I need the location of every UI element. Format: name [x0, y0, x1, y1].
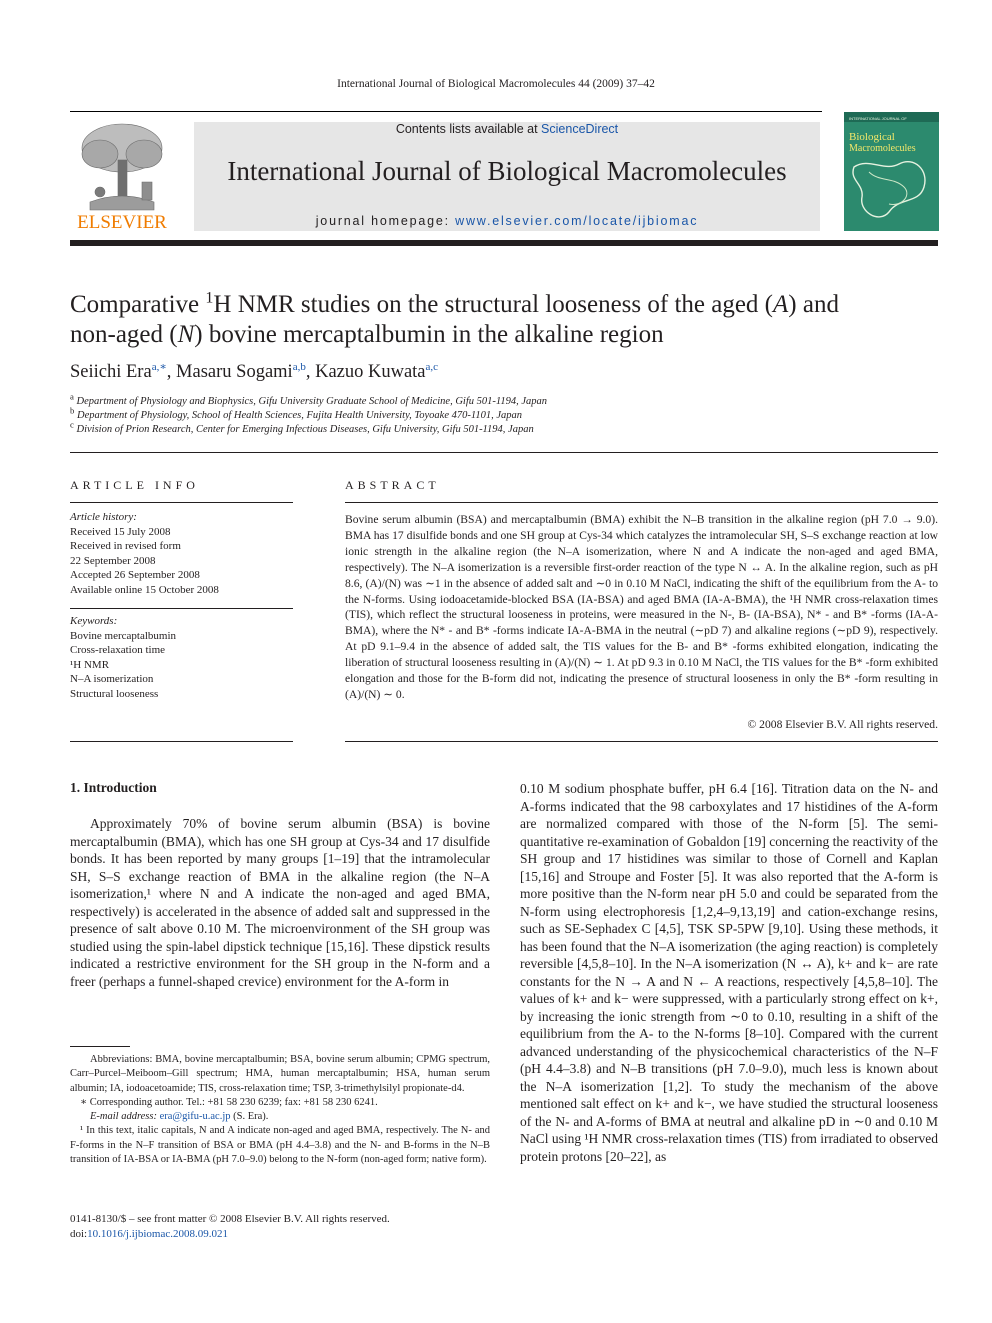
footnote-corresponding: ∗ Corresponding author. Tel.: +81 58 230 6239; fax: +81 58 230 6241. [80, 1096, 378, 1108]
journal-name: International Journal of Biological Macromolecules [227, 156, 787, 186]
keyword: N–A isomerization [70, 673, 154, 685]
article-history [70, 510, 219, 597]
author-separator: , [305, 362, 316, 382]
elsevier-tree-icon [70, 120, 174, 232]
author-affiliation-mark[interactable]: a,b [292, 360, 306, 373]
footnote-note-1: ¹ In this text, italic capitals, N and A indicate non-aged and aged BMA, respectively. The N- and F-forms in the N–F transition of BSA or BMA (pH 4.4–3.8) and the N- and B-forms in the N–B transition of IA-BSA or IA-BMA (pH 7.0–9.0) belong to the N-form (non-aged form; native form). [70, 1125, 490, 1166]
abstract-text: Bovine serum albumin (BSA) and mercaptalbumin (BMA) exhibit the N–B transition in the alkaline region (pH 7.0 → 9.0). BMA has 17 disulfide bonds and one SH group at Cys-34 which catalyzes the intramolecular SH, S–S exchange reaction at low ionic strength in the alkaline region (the N–A isomerization, where N and A indicate the non-aged and aged BMA, respectively). The N–A isomerization is a reversible first-order reaction of the type N ↔ A. In the alkaline region, such as pH 8.6, (A)/(N) was ∼1 in the absence of added salt and ∼0 in 0.10 M NaCl, indicating the shift of the equilibrium from the A- to the N-forms. Using iodoacetamide-blocked BSA (IA-BSA) and aged BMA (IA-A-BMA), the ¹H NMR cross-relaxation times (TIS), which reflect the structural looseness in proteins, were measured in the N-, B- (IA-BSA), N* - and B* -forms (IA-A-BMA), where the N* - and B* -forms indicate IA-A-BMA in the neutral (∼pD 7) and alkaline regions (∼pD 9), respectively. At pD 9.1–9.4 in the absence of added salt, the TIS values for the B- and B* -forms exhibited elongation, indicating the liberation of structural looseness resulting in (A)/(N) ∼ 1. At pD 9.3 in 0.10 M NaCl, the TIS values for the B* -form exhibited elongation and those for the B-form did not, indicating the presence of structural looseness in only the B* -form resulting in (A)/(N) ∼ 0. [345, 513, 938, 701]
abstract-heading: ABSTRACT [345, 478, 440, 492]
elsevier-logo [70, 120, 174, 232]
divider [70, 608, 293, 609]
issn-line: 0141-8130/$ – see front matter © 2008 Elsevier B.V. All rights reserved. [70, 1213, 390, 1225]
author-name: Seiichi Era [70, 362, 152, 382]
divider [345, 502, 938, 503]
email-link[interactable]: era@gifu-u.ac.jp [159, 1111, 231, 1123]
footnotes [70, 1053, 490, 1167]
intro-paragraph: Approximately 70% of bovine serum albumin (BSA) is bovine mercaptalbumin (BMA), which has one SH group at Cys-34 and 17 disulfide bonds. It has been reported by many groups [1–19] that the intramolecular SH, S–S exchange reaction of BMA in the alkaline region (the N–A isomerization,¹ where N and A indicate the non-aged and aged BMA, respectively) is accelerated in the absence of added salt and suppressed in the presence of salt above 0.10 M. The microenvironment of the SH group was studied using the spin-label dipstick technique [15,16]. These dipstick results indicated a restrictive environment for the SH group in the N-form and a freer (perhaps a funnel-shaped crevice) environment for the A-form in [70, 816, 490, 989]
affiliation-text: Department of Physiology, School of Health Sciences, Fujita Health University, Toyoake 470-1101, Japan [77, 410, 523, 421]
history-item: Available online 15 October 2008 [70, 583, 219, 596]
author-name: Masaru Sogami [176, 362, 293, 382]
divider [70, 741, 293, 742]
journal-cover-image [844, 112, 939, 231]
history-item: 22 September 2008 [70, 554, 156, 567]
homepage-prefix: journal homepage: [315, 214, 456, 228]
history-item: Received in revised form [70, 540, 181, 552]
doi-line [70, 1228, 228, 1240]
title-part: ) bovine mercaptalbumin in the alkaline region [194, 321, 664, 348]
divider [70, 502, 293, 503]
affiliation-label: b [70, 405, 75, 416]
author-list [70, 362, 438, 383]
divider [345, 741, 938, 742]
footnote-email [70, 1110, 490, 1124]
author-affiliation-mark[interactable]: a,c [425, 360, 439, 373]
author-affiliation-mark[interactable]: a,∗ [151, 360, 167, 373]
keyword: Bovine mercaptalbumin [70, 629, 176, 642]
svg-text:Biological: Biological [849, 131, 895, 143]
title-part: H NMR studies on the structural looseness of the aged ( [213, 291, 774, 318]
abstract-copyright: © 2008 Elsevier B.V. All rights reserved. [747, 718, 938, 731]
header-rule [70, 111, 822, 112]
affiliation-text: Division of Prion Research, Center for Emerging Infectious Diseases, Gifu University, Gifu 501-1194, Japan [76, 424, 534, 435]
keywords [70, 614, 176, 701]
article-title [70, 290, 938, 350]
affiliation [70, 419, 534, 435]
affiliation-label: c [70, 419, 74, 430]
title-part: Comparative [70, 291, 206, 318]
sciencedirect-link[interactable]: ScienceDirect [541, 122, 619, 136]
author-name: Kazuo Kuwata [315, 362, 426, 382]
affiliation-text: Department of Physiology and Biophysics, Gifu University Graduate School of Medicine, Gifu 501-1194, Japan [76, 396, 547, 407]
doi-prefix: doi: [70, 1228, 88, 1240]
intro-right-column [520, 780, 938, 1165]
title-italic-n: N [177, 321, 195, 348]
title-superscript: 1 [205, 289, 214, 307]
homepage-link[interactable]: www.elsevier.com/locate/ijbiomac [455, 214, 699, 228]
keyword: ¹H NMR [70, 658, 110, 671]
affiliation-label: a [70, 391, 74, 402]
journal-cover [844, 112, 939, 231]
title-italic-a: A [773, 291, 789, 318]
doi-link[interactable]: 10.1016/j.ijbiomac.2008.09.021 [87, 1228, 228, 1240]
divider [70, 452, 938, 453]
history-item: Accepted 26 September 2008 [70, 569, 200, 581]
history-item: Received 15 July 2008 [70, 525, 171, 538]
history-label: Article history: [70, 511, 137, 523]
svg-text:ELSEVIER: ELSEVIER [77, 212, 167, 232]
svg-text:Macromolecules: Macromolecules [849, 143, 916, 154]
affiliation [70, 405, 523, 421]
footnote-abbreviations: Abbreviations: BMA, bovine mercaptalbumin; BSA, bovine serum albumin; CPMG spectrum, Carr–Purcel–Meiboom–Gill spectrum; HMA, human mercaptalbumin; HSA, human serum albumin; IA, iodoacetoamide; TIS, cross-relaxation time; TSP, 3-trimethylsilyl propionate-d4. [70, 1054, 490, 1094]
journal-reference: International Journal of Biological Macromolecules 44 (2009) 37–42 [337, 78, 655, 90]
email-suffix: (S. Era). [230, 1111, 269, 1123]
contents-line [194, 122, 820, 136]
title-part: non-aged ( [70, 321, 178, 348]
title-part: ) and [788, 291, 839, 318]
email-label: E-mail address: [90, 1111, 160, 1123]
keyword: Structural looseness [70, 687, 159, 700]
article-info-heading: ARTICLE INFO [70, 478, 199, 492]
homepage-line [194, 214, 820, 228]
keywords-label: Keywords: [70, 615, 118, 627]
section-heading: 1. Introduction [70, 780, 157, 795]
svg-text:INTERNATIONAL JOURNAL OF: INTERNATIONAL JOURNAL OF [849, 116, 907, 121]
contents-prefix: Contents lists available at [395, 122, 542, 136]
affiliation [70, 391, 547, 407]
author-separator: , [166, 362, 177, 382]
header-thick-rule [70, 240, 938, 246]
footnote-rule [70, 1046, 130, 1047]
keyword: Cross-relaxation time [70, 644, 166, 656]
intro-paragraph: 0.10 M sodium phosphate buffer, pH 6.4 [16]. Titration data on the N- and A-forms indicated that the 98 carboxylates and 17 histidines of the A-form are normalized compared with those of the N-form [5]. The semi-quantitative re-examination of Gobaldon [19] concerning the reactivity of the SH group and 17 histidines was similar to those of Cornell and Kaplan [15,16] and Stroupe and Foster [5]. It was also reported that the A-form is more positive than the N-form near pH 5.0 and could be separated from the N-form using electrophoresis [1,2,4–9,13,19] and cation-exchange resins, such as SE-Sephadex C [4,5], TSK SP-5PW [9,10]. Using these methods, it has been found that the N–A isomerization (the aging reaction) is completely reversible [4,5,8–10]. In the N–A isomerization (N ↔ A), k+ and k− are rate constants for the N → A and N ← A reactions, respectively [4,5,8–10]. The values of k+ and k− were suppressed, with a particularly strong effect on k+, by increasing the ionic strength from ∼0 to 0.10, resulting in a shift of the equilibrium from the A- to the N-forms [8–10]. Compared with the current advanced understanding of the physicochemical characteristics of the N–F (pH 4.4–3.8) and N–B transitions (pH 7.0–9.0), much less is known about the N–A isomerization [1,2]. To study the mechanism of the above mentioned salt effect on k+ and k−, we have studied the structural looseness of the N- and A-forms of BMA at neutral and alkaline pD in ∼0 and 0.10 M NaCl using ¹H NMR cross-relaxation times (TIS) from irradiated to observed protein protons [20–22], as [520, 781, 938, 1164]
intro-left-column [70, 815, 490, 990]
